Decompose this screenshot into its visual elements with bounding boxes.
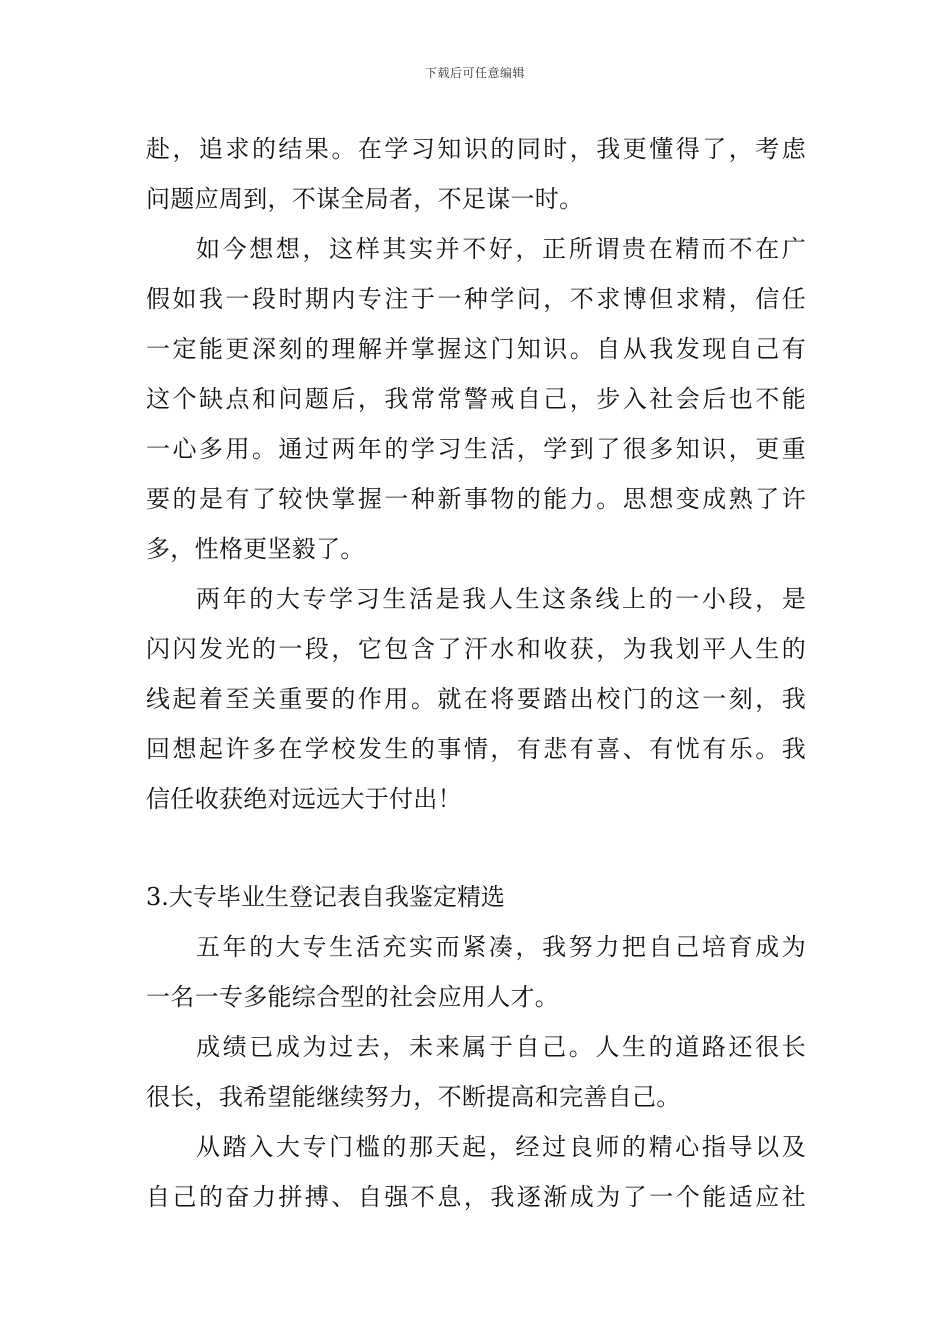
body-line: 两年的大专学习生活是我人生这条线上的一小段，是 [196, 585, 806, 613]
body-line: 从踏入大专门槛的那天起，经过良师的精心指导以及 [196, 1133, 806, 1161]
body-line: 回想起许多在学校发生的事情，有悲有喜、有忧有乐。我 [146, 735, 806, 763]
body-line: 如今想想，这样其实并不好，正所谓贵在精而不在广 [196, 235, 806, 263]
body-line: 赴，追求的结果。在学习知识的同时，我更懂得了，考虑 [146, 135, 806, 163]
body-line: 一名一专多能综合型的社会应用人才。 [146, 983, 560, 1011]
section-heading: 3.大专毕业生登记表自我鉴定精选 [146, 883, 505, 911]
body-line: 这个缺点和问题后，我常常警戒自己，步入社会后也不能 [146, 385, 806, 413]
body-line: 五年的大专生活充实而紧凑，我努力把自己培育成为 [196, 933, 806, 961]
body-line: 问题应周到，不谋全局者，不足谋一时。 [146, 185, 584, 213]
body-line: 假如我一段时期内专注于一种学问，不求博但求精，信任 [146, 285, 806, 313]
page-header: 下载后可任意编辑 [424, 66, 525, 80]
body-line: 要的是有了较快掌握一种新事物的能力。思想变成熟了许 [146, 485, 806, 513]
body-line: 信任收获绝对远远大于付出！ [146, 785, 462, 813]
body-line: 闪闪发光的一段，它包含了汗水和收获，为我划平人生的 [146, 635, 806, 663]
body-line: 多，性格更坚毅了。 [146, 535, 365, 563]
body-line: 一心多用。通过两年的学习生活，学到了很多知识，更重 [146, 435, 806, 463]
body-line: 成绩已成为过去，未来属于自己。人生的道路还很长 [196, 1033, 806, 1061]
body-line: 很长，我希望能继续努力，不断提高和完善自己。 [146, 1083, 681, 1111]
body-line: 一定能更深刻的理解并掌握这门知识。自从我发现自己有 [146, 335, 806, 363]
body-line: 自己的奋力拼搏、自强不息，我逐渐成为了一个能适应社 [146, 1183, 806, 1211]
body-line: 线起着至关重要的作用。就在将要踏出校门的这一刻，我 [146, 685, 806, 713]
